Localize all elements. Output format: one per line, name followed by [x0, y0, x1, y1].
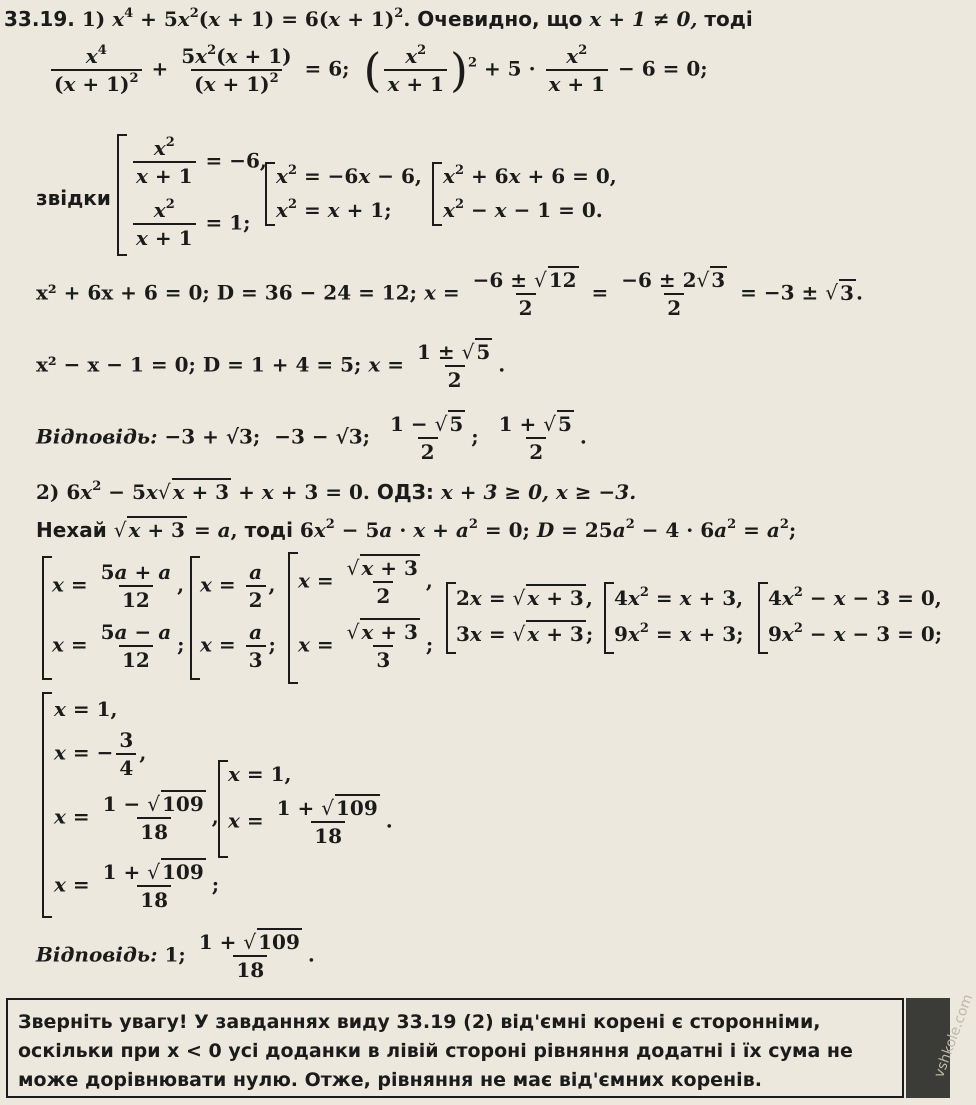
system2-row1: $x^2 = -6x - 6$,	[276, 163, 422, 188]
disc1-text: x² + 6x + 6 = 0; D = 36 − 24 = 12;	[36, 280, 418, 305]
part2-line: 2) $6x^2 - 5x√$ x + 3 + x + 3 = 0. ОДЗ: x + 3 ≥ 0, x ≥ −3.	[36, 479, 637, 504]
sysC-row2: x = $\frac{√ x + 3}{3}$ ;	[298, 620, 434, 672]
equation-line-2: $\frac{x^4}{(x + 1)^2}$ + $\frac{5x^2(x + 1)}{(x + 1)^2}$ = 6; ( $\frac{x^2}{x + 1}$ )$^2$ + 5 · $\frac{x^2}{x + 1}$ − 6 = 0;	[48, 44, 708, 96]
problem-number: 33.19.	[4, 7, 75, 31]
root-row-2: x = − $\frac{3}{4}$ ,	[54, 728, 147, 780]
answer1-b: −3 − √3;	[274, 424, 371, 449]
let-line: Нехай √ x + 3 = a, тоді $6x^2 - 5a \cdot x + a^2 = 0$; $D = 25a^2 - 4 \cdot 6a^2 = a^2$;	[36, 517, 797, 542]
zvidky-label: звідки	[36, 186, 111, 210]
system2-row2: $x^2 = x + 1$;	[276, 197, 392, 222]
obviously-text: Очевидно, що	[417, 7, 583, 31]
problem-header: 33.19. 1) $x^4 + 5x^2(x + 1) = 6(x + 1)^2$. Очевидно, що x + 1 ≠ 0, тоді	[4, 6, 753, 31]
system3-row2: $x^2 - x - 1 = 0$.	[443, 197, 603, 222]
sysD-row2: 3x = √ x + 3 ;	[456, 622, 594, 646]
valid-root-2: x = $\frac{1 + √ 109}{18}$ .	[228, 796, 393, 848]
root-row-1: x = 1,	[54, 697, 118, 721]
note-line-3: може дорівнювати нулю. Отже, рівняння не має від'ємних коренів.	[18, 1069, 762, 1091]
sysE-row2: $9x^2 = x + 3$;	[614, 621, 744, 646]
root-row-4: x = $\frac{1 + √ 109}{18}$ ;	[54, 860, 220, 912]
answer-line-1: Відповідь: −3 + √3; −3 − √3; $\frac{1 - √ 5}{2}$ ; $\frac{1 + √ 5}{2}$ .	[36, 412, 587, 464]
sysE-row1: $4x^2 = x + 3$,	[614, 585, 744, 610]
sysB-row2: x = $\frac{a}{3}$ ;	[200, 620, 276, 672]
sysF-row1: $4x^2 - x - 3 = 0$,	[768, 585, 942, 610]
system3-row1: $x^2 + 6x + 6 = 0$,	[443, 163, 617, 188]
odz-condition: x + 3 ≥ 0, x ≥ −3.	[440, 480, 637, 504]
disc2-text: x² − x − 1 = 0; D = 1 + 4 = 5;	[36, 352, 362, 377]
sysF-row2: $9x^2 - x - 3 = 0$;	[768, 621, 943, 646]
odz-label: ОДЗ:	[376, 480, 434, 504]
note-line-1: Зверніть увагу! У завданнях виду 33.19 (2) від'ємні корені є сторонніми,	[18, 1011, 821, 1033]
answer1-a: −3 + √3;	[164, 424, 261, 449]
condition-text: x + 1 ≠ 0,	[589, 7, 698, 31]
let-label: Нехай	[36, 518, 107, 542]
sysD-row1: 2x = √ x + 3 ,	[456, 586, 593, 610]
note-box	[6, 998, 904, 1098]
note-line-2: оскільки при x < 0 усі доданки в лівій стороні рівняння додатні і їх сума не	[18, 1040, 853, 1062]
sysA-row2: x = $\frac{5a - a}{12}$ ;	[52, 620, 185, 672]
answer-label-2: Відповідь:	[36, 942, 158, 967]
answer-label-1: Відповідь:	[36, 424, 158, 449]
discriminant-line-1: x² + 6x + 6 = 0; D = 36 − 24 = 12; x = $\frac{-6 \pm √ 12}{2}$ = $\frac{-6 \pm 2√ 3}{2}$ = −3 ± √ 3 .	[36, 268, 863, 320]
root-row-3: x = $\frac{1 - √ 109}{18}$ ,	[54, 792, 219, 844]
part2-label: 2)	[36, 480, 60, 504]
answer2-one: 1;	[164, 942, 186, 967]
sysC-row1: x = $\frac{√ x + 3}{2}$ ,	[298, 556, 433, 608]
sysA-row1: x = $\frac{5a + a}{12}$ ,	[52, 560, 185, 612]
side-tab	[906, 992, 976, 1098]
let-then: тоді	[244, 518, 293, 542]
answer-line-2: Відповідь: 1; $\frac{1 + √ 109}{18}$ .	[36, 930, 315, 982]
system1-row2: $\frac{x^2}{x + 1}$ = 1;	[130, 198, 251, 250]
system1-row1: $\frac{x^2}{x + 1}$ = −6,	[130, 136, 267, 188]
watermark-text: vshkole.com	[931, 992, 976, 1080]
part1-label: 1)	[81, 7, 106, 31]
discriminant-line-2: x² − x − 1 = 0; D = 1 + 4 = 5; x = $\frac{1 \pm √ 5}{2}$ .	[36, 340, 506, 392]
sysB-row1: x = $\frac{a}{2}$ ,	[200, 560, 276, 612]
valid-root-1: x = 1,	[228, 762, 292, 786]
then-text: тоді	[704, 7, 753, 31]
